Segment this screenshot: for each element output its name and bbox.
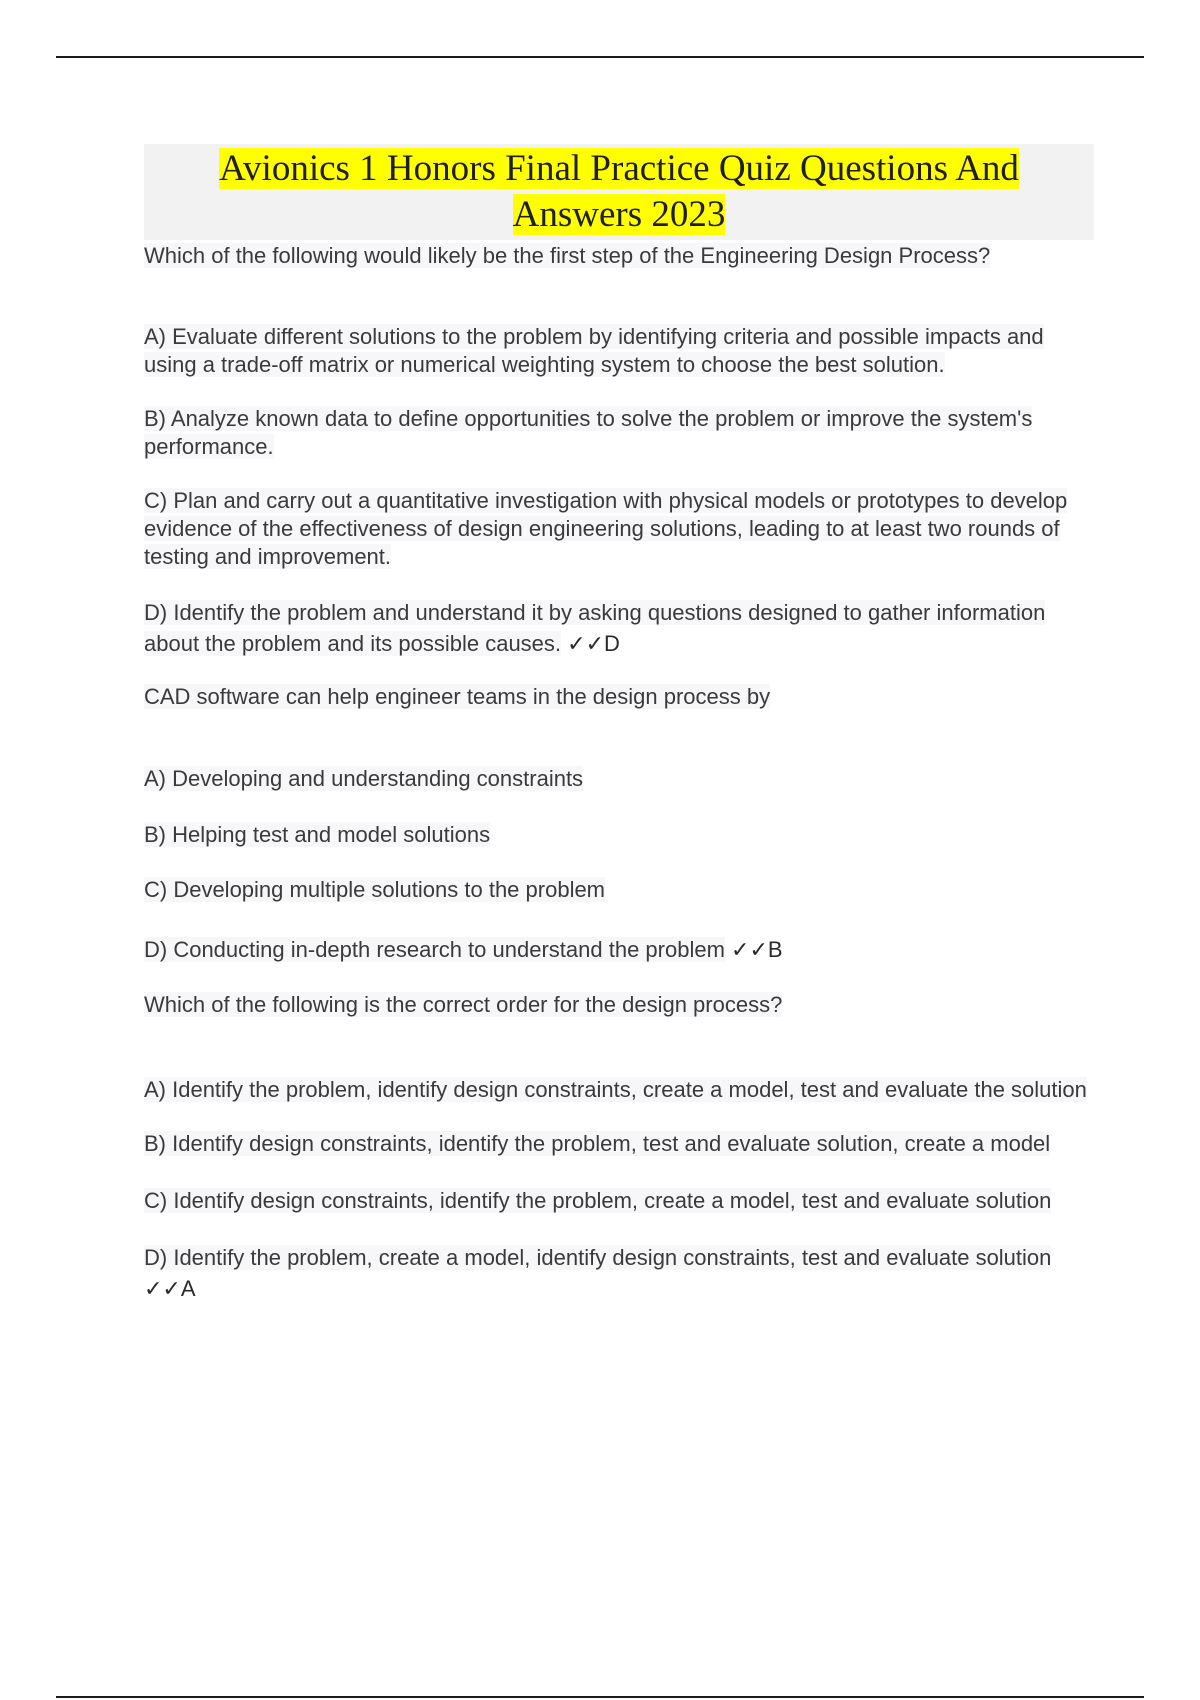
- question-1-option-c: C) Plan and carry out a quantitative investigation with physical models or prototypes to develop evidence of the effectiveness of design engineering solutions, leading to at least two rounds of testing and improvement.: [144, 488, 1068, 569]
- question-3-option-d: D) Identify the problem, create a model, identify design constraints, test and evaluate solution ✓✓A: [144, 1245, 1052, 1301]
- question-2-option-b: B) Helping test and model solutions: [144, 822, 491, 847]
- title-line-2: Answers 2023: [512, 194, 726, 235]
- question-2-option-c: C) Developing multiple solutions to the problem: [144, 877, 606, 902]
- question-1: Which of the following would likely be the first step of the Engineering Design Process?: [144, 243, 991, 268]
- question-1-option-b: B) Analyze known data to define opportunities to solve the problem or improve the system's performance.: [144, 406, 1033, 459]
- question-3-option-b: B) Identify design constraints, identify the problem, test and evaluate solution, create a model: [144, 1131, 1051, 1156]
- title-block: [144, 144, 1094, 240]
- top-rule: [56, 56, 1144, 58]
- question-2-option-a: A) Developing and understanding constraints: [144, 766, 584, 791]
- document-body: [144, 144, 1094, 1304]
- bottom-rule: [56, 1696, 1144, 1698]
- question-1-option-a: A) Evaluate different solutions to the problem by identifying criteria and possible impacts and using a trade-off matrix or numerical weighting system to choose the best solution.: [144, 324, 1044, 377]
- question-1-answer: ✓✓D: [567, 631, 620, 656]
- question-1-option-d: D) Identify the problem and understand it by asking questions designed to gather information about the problem and its possible causes. ✓✓D: [144, 600, 1046, 656]
- document-title: [144, 144, 1094, 238]
- title-line-1: Avionics 1 Honors Final Practice Quiz Questions And: [219, 148, 1019, 189]
- question-2-answer: ✓✓B: [731, 937, 783, 962]
- question-3-answer: ✓✓A: [144, 1276, 196, 1301]
- question-3-option-c: C) Identify design constraints, identify the problem, create a model, test and evaluate solution: [144, 1188, 1052, 1213]
- question-3: Which of the following is the correct order for the design process?: [144, 992, 783, 1017]
- question-3-option-a: A) Identify the problem, identify design constraints, create a model, test and evaluate the solution: [144, 1077, 1087, 1102]
- question-2: CAD software can help engineer teams in the design process by: [144, 684, 771, 709]
- question-2-option-d: D) Conducting in-depth research to understand the problem ✓✓B: [144, 937, 783, 962]
